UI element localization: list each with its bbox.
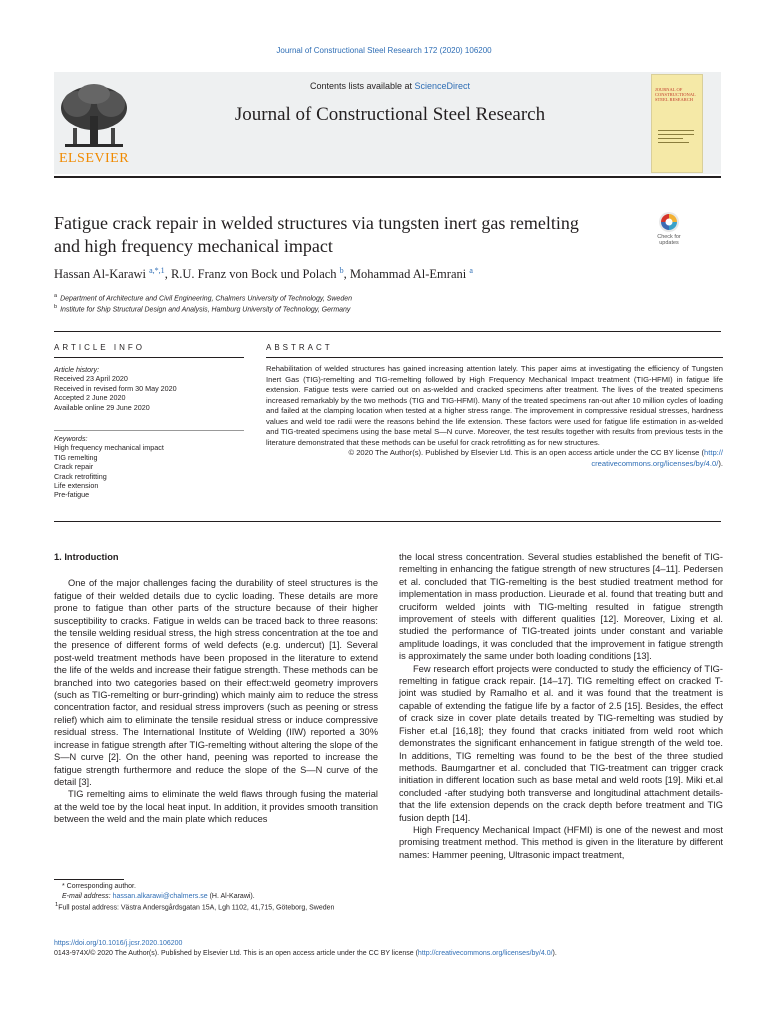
license-url-link[interactable]: http://creativecommons.org/licenses/by/4.0/ bbox=[417, 950, 553, 957]
journal-name[interactable]: Journal of Constructional Steel Research bbox=[234, 104, 546, 125]
author-name[interactable]: R.U. Franz von Bock und Polach bbox=[170, 267, 337, 282]
keyword: Pre-fatigue bbox=[54, 490, 90, 500]
cover-text-lines bbox=[658, 130, 694, 146]
masthead-rule bbox=[54, 176, 721, 178]
abstract-body bbox=[266, 364, 723, 469]
license-link[interactable]: http:// bbox=[704, 448, 723, 457]
check-for-updates-icon bbox=[647, 210, 691, 234]
body-paragraph: the local stress concentration. Several studies established the benefit of TIG-remelting in enhancing the fatigue strength of new structures [4–11]. Pedersen et al. concluded that TIG-remelting is the best studied treatment method for implementation in mass production. Lieurade et al. found that treating butt and cruciform welded joints with TIG-melting resulted in fatigue strength improvement of steels with different qualities [12]. Moreover, Lixing et al. studied the performance of TIG-treated joints under constant and variable amplitude loadings, it was concluded that the improvement in fatigue strength is approximately the same under both loading conditions [13]. bbox=[399, 552, 723, 662]
abstract-copyright bbox=[266, 448, 723, 469]
section-rule bbox=[54, 331, 721, 332]
author-name[interactable]: Hassan Al-Karawi bbox=[54, 267, 146, 282]
author-affiliation-mark[interactable]: b bbox=[339, 266, 344, 275]
footnote-rule bbox=[54, 879, 124, 880]
copyright-end: ). bbox=[718, 458, 723, 468]
body-right-column bbox=[399, 551, 723, 861]
author-name[interactable]: Mohammad Al-Emrani bbox=[349, 267, 467, 282]
history-item: Received in revised form 30 May 2020 bbox=[54, 383, 177, 393]
history-label: Article history: bbox=[54, 365, 100, 374]
section-heading-introduction: 1. Introduction bbox=[54, 552, 119, 562]
body-left-column bbox=[54, 551, 378, 826]
keyword: Crack retrofitting bbox=[54, 471, 107, 481]
keywords-rule bbox=[54, 430, 244, 431]
keywords-list bbox=[54, 434, 244, 500]
history-item: Received 23 April 2020 bbox=[54, 374, 128, 384]
history-item: Accepted 2 June 2020 bbox=[54, 393, 126, 403]
doi-link[interactable]: https://doi.org/10.1016/j.jcsr.2020.106200 bbox=[54, 940, 183, 947]
body-paragraph: High Frequency Mechanical Impact (HFMI) is one of the newest and most promising treatment method. This method is given in the literature by different names: Hammer peening, Ultrasonic impact treatment, bbox=[399, 824, 723, 860]
check-for-updates-badge[interactable] bbox=[647, 210, 691, 254]
author-list: Hassan Al-Karawi $^{a,*,1}$, R.U. Franz von Bock und Polach $^b$, Mohammad Al-Emrani $^a$ bbox=[54, 266, 473, 282]
affiliation-mark: b bbox=[54, 304, 58, 310]
abstract-heading: ABSTRACT bbox=[266, 343, 333, 352]
article-info-heading: ARTICLE INFO bbox=[54, 343, 145, 352]
article-title bbox=[54, 212, 624, 258]
footnote-email: E-mail address: hassan.alkarawi@chalmers.se (H. Al-Karawi). bbox=[62, 892, 255, 900]
article-history bbox=[54, 365, 244, 412]
article-title-line-2: and high frequency mechanical impact bbox=[54, 236, 333, 256]
license-link-cont[interactable]: creativecommons.org/licenses/by/4.0/ bbox=[591, 458, 719, 468]
abstract-text: Rehabilitation of welded structures has gained increasing attention lately. This paper aims at investigating the efficiency of Tungsten Inert Gas (TIG)-remelting and TIG-remelting followed by High Frequency Mechanical Impact treatment (TIG-HFMI) in fatigue life extension. Fatigue tests were carried out on as-welded and cracked specimens after treatment. The lives of the treated specimens increased remarkably by the two methods (TIG and TIG-HFMI). Many of the treated specimens ran-out after 10 million cycles of loading and failed at the clamping location when tested at a higher stress range. The improvement in compressive residual stresses, hardness values and weld toe radii were the reasons behind the life extension. These factors were used for fatigue life estimation in as-welded and TIG-treated specimens using the base metal S—N curve. Moreover, the test results together with results from previous tests in the literature demonstrated that these methods can be useful for crack retrofitting as for new structures. bbox=[266, 364, 723, 447]
abstract-bottom-rule bbox=[54, 521, 721, 522]
body-paragraph: TIG remelting aims to eliminate the weld flaws through fusing the material at the weld toe by the local heat input. In addition, it provides smooth transition between the weld and the main plate which reduces bbox=[54, 789, 378, 825]
check-for-updates-label: Check for updates bbox=[657, 234, 681, 246]
keyword: High frequency mechanical impact bbox=[54, 443, 164, 453]
affiliation bbox=[54, 293, 352, 302]
abstract-rule bbox=[266, 357, 723, 358]
page-footer bbox=[54, 939, 734, 959]
email-link[interactable]: hassan.alkarawi@chalmers.se bbox=[112, 892, 208, 900]
article-info-rule bbox=[54, 357, 244, 358]
cover-title: JOURNAL OF CONSTRUCTIONAL STEEL RESEARCH bbox=[655, 87, 696, 102]
footnote-corresponding: * Corresponding author. bbox=[62, 883, 136, 890]
issn-line: 0143-974X/© 2020 The Author(s). Published by Elsevier Ltd. This is an open access article under the CC BY license (http://creativecommons.org/licenses/by/4.0/). bbox=[54, 950, 557, 957]
keywords-label: Keywords: bbox=[54, 434, 88, 443]
contents-prefix: Contents lists available at bbox=[309, 81, 415, 91]
keyword: Life extension bbox=[54, 481, 99, 491]
affiliation bbox=[54, 304, 350, 313]
journal-reference[interactable]: Journal of Constructional Steel Research 172 (2020) 106200 bbox=[276, 46, 492, 55]
author-affiliation-mark[interactable]: a bbox=[469, 266, 473, 275]
body-paragraph: Few research effort projects were conducted to study the efficiency of TIG-remelting in fatigue crack repair. [14–17]. TIG remelting effect on cracked T-joint was studied by Ramalho et al. and it was found that the treatment is capable of extending the fatigue life by a factor of 2.5 [15]. Besides, the effect of crack size in cover plate details treated by TIG-remelting was studied by Fisher et.al [16,18]; they found that cracks initiated from weld root which demonstrates the significant enhancement in fatigue strength of the weld toe. In additions, TIG remelting was found to be the best of the three studied methods. Baumgartner et al. concluded that TIG-treatment can trigger crack initiation in different location such as base metal and weld roots [19]. Miki et.al concluded -after studying both transverse and longitudinal attachment details- that the life extension depends on the crack depth before treatment and TIG fusion depth [14]. bbox=[399, 663, 723, 823]
article-title-line-1: Fatigue crack repair in welded structures via tungsten inert gas remelting bbox=[54, 213, 579, 233]
affiliation-text: Institute for Ship Structural Design and Analysis, Hamburg University of Technology, Germany bbox=[60, 306, 351, 314]
footnote-postal: $^1$Full postal address: Västra Andersgårdsgatan 15A, Lgh 1102, 41,715, Göteborg, Sweden bbox=[55, 902, 335, 912]
history-item: Available online 29 June 2020 bbox=[54, 402, 150, 412]
publisher-wordmark: ELSEVIER bbox=[58, 151, 130, 166]
keyword: TIG remelting bbox=[54, 452, 98, 462]
affiliation-mark: a bbox=[54, 293, 58, 299]
author-affiliation-mark[interactable]: a,*,1 bbox=[149, 266, 165, 275]
keyword: Crack repair bbox=[54, 462, 94, 472]
affiliation-text: Department of Architecture and Civil Engineering, Chalmers University of Technology, Sweden bbox=[60, 295, 353, 303]
journal-cover-thumbnail[interactable] bbox=[651, 74, 703, 173]
sciencedirect-link[interactable]: ScienceDirect bbox=[414, 81, 471, 91]
footnotes bbox=[55, 882, 382, 913]
contents-lists-line bbox=[140, 81, 640, 91]
copyright-text: © 2020 The Author(s). Published by Elsevier Ltd. This is an open access article under the CC BY license ( bbox=[348, 448, 704, 457]
body-paragraph: One of the major challenges facing the durability of steel structures is the fatigue of their welded details due to cyclic loading. These details are more prone to fatigue than other parts of the structure because of their higher susceptibility to cracks. Fatigue in welds can be traced back to three reasons: the tensile welding residual stress, the high stress concentration at the toe and the presence of different forms of weld defects (e.g. undercut) [1]. Several post-weld treatment methods have been proposed in the literature to extend the life of the welds and increase their fatigue strength. These methods can be branched into two categories based on their effect:weld geometry improvers (such as TIG-remelting or burr-grinding) which mainly aim to reduce the stress concentration factor, and residual stress improvers (such as peening or stress relief) which aim to eliminate the tensile residual stress or induce compressive residual stress. The International Institute of Welding (IIW) reported a 30% increase in fatigue strength after TIG-remelting without altering the slope of the S—N curve [2]. On the other hand, peening was reported to increase the fatigue strength furthermore and reduce the slope of the S—N curve of the detail [3]. bbox=[54, 578, 378, 787]
